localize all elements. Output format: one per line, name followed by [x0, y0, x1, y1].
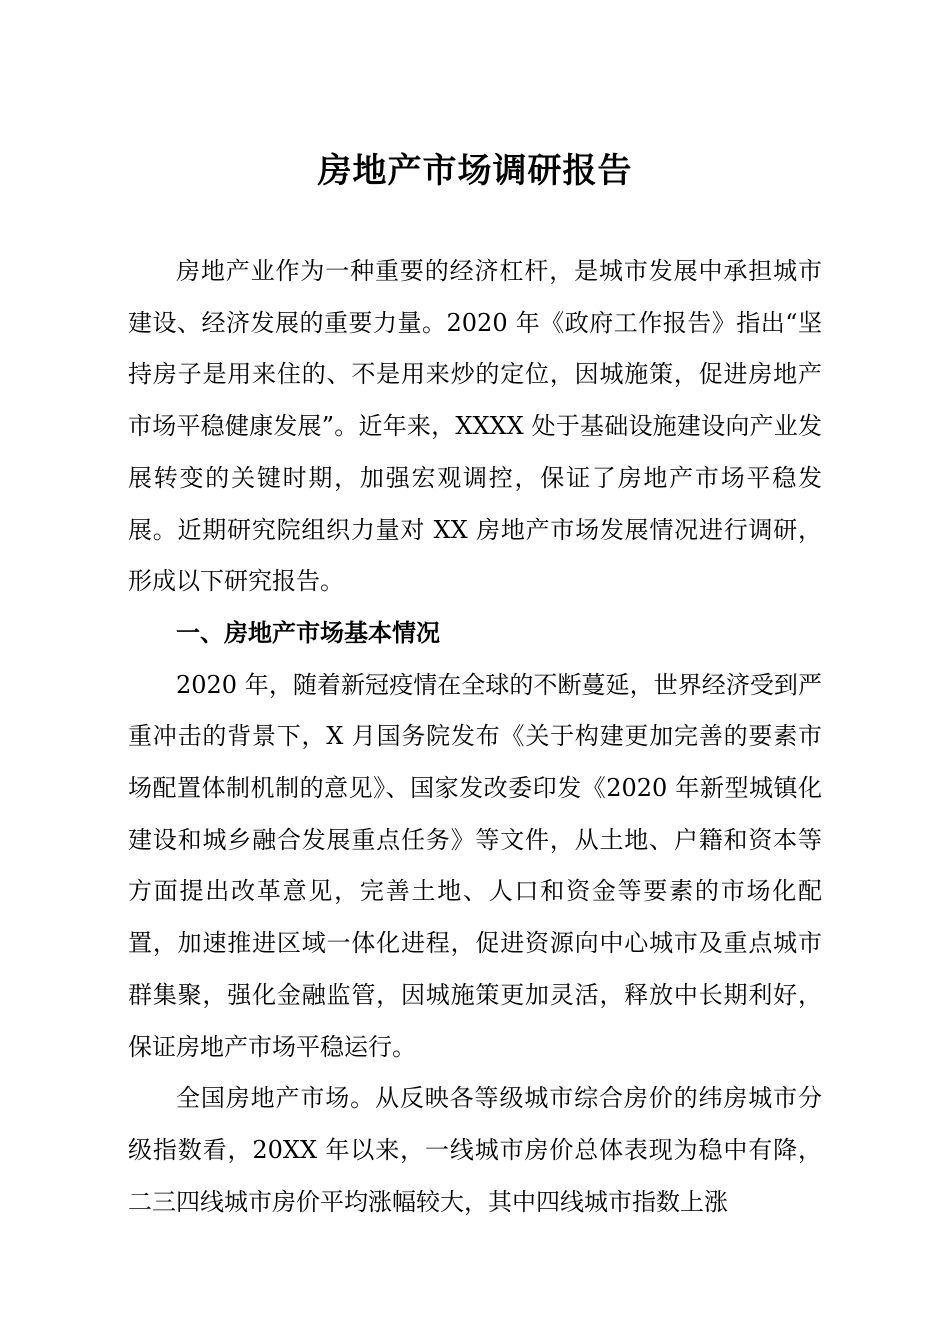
intro-paragraph: 房地产业作为一种重要的经济杠杆，是城市发展中承担城市建设、经济发展的重要力量。2020 年《政府工作报告》指出“坚持房子是用来住的、不是用来炒的定位，因城施策，促进房地产市场平稳健康发展”。近年来，XXXX 处于基础设施建设向产业发展转变的关键时期，加强宏观调控，保证了房地产市场平稳发展。近期研究院组织力量对 XX 房地产市场发展情况进行调研，形成以下研究报告。: [128, 257, 822, 596]
section-heading: 一、房地产市场基本情况: [176, 618, 440, 647]
document-body: [128, 246, 822, 1228]
section-paragraph-policy: 2020 年，随着新冠疫情在全球的不断蔓延，世界经济受到严重冲击的背景下，X 月国务院发布《关于构建更加完善的要素市场配置体制机制的意见》、国家发改委印发《2020 年新型城镇化建设和城乡融合发展重点任务》等文件，从土地、户籍和资本等方面提出改革意见，完善土地、人口和资金等要素的市场化配置，加速推进区域一体化进程，促进资源向中心城市及重点城市群集聚，强化金融监管，因城施策更加灵活，释放中长期利好，保证房地产市场平稳运行。: [128, 670, 822, 1061]
document-title: 房地产市场调研报告: [317, 151, 633, 191]
section-paragraph-national-market: 全国房地产市场。从反映各等级城市综合房价的纬房城市分级指数看，20XX 年以来，一线城市房价总体表现为稳中有降，二三四线城市房价平均涨幅较大，其中四线城市指数上涨: [128, 1084, 822, 1216]
